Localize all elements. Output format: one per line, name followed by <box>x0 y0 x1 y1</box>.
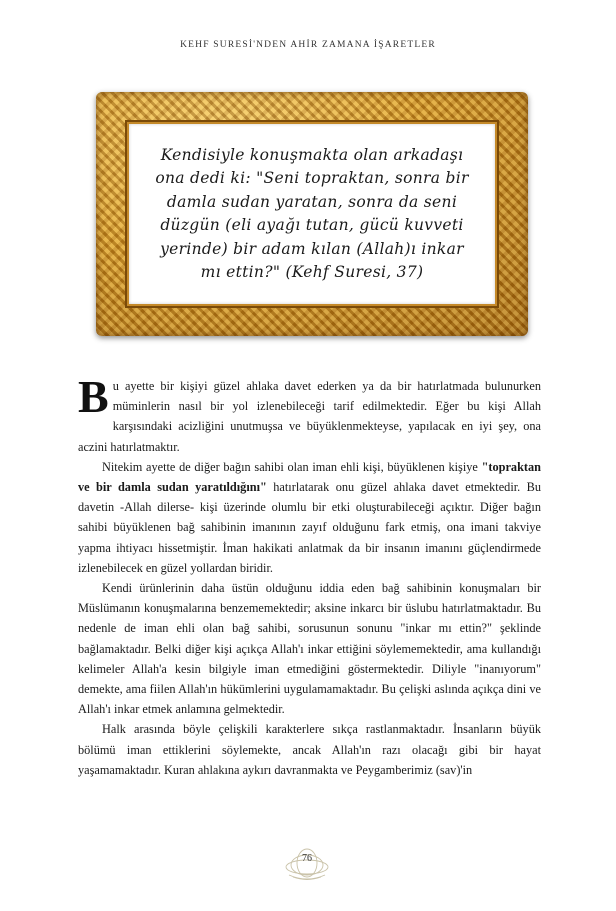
page-number: 76 <box>302 853 312 864</box>
body-text <box>78 371 542 780</box>
running-header: KEHF SURESİ'NDEN AHİR ZAMANA İŞARETLER <box>180 40 436 50</box>
page-number-ornament <box>283 843 331 883</box>
paragraph-text: hatırlatarak onu güzel ahlaka davet etmektedir. Bu davetin -Allah dilerse- kişi üzerinde olumlu bir etki oluşturabileceği açıktır. Diğer bağın sahibi büyüklenen bağ sahibinin imanının zayıf olduğunu fark etmiş, ona imani takviye yapma ihtiyacı hissetmiştir. İman hakikati anlatmak da bir insanın imanını güçlendirmede izlenebilecek en güzel yollardan biridir. <box>78 480 542 575</box>
quote-line: düzgün (eli ayağı tutan, gücü kuvveti <box>160 216 464 234</box>
quote-line: mı ettin?" (Kehf Suresi, 37) <box>200 263 424 281</box>
paragraph: Kendi ürünlerinin daha üstün olduğunu iddia eden bağ sahibinin konuşmaları bir Müslümanın konuşmalarına benzememektedir; aksine inkarcı bir üslubu hatırlatmaktadır. Bu nedenle de iman ehli olan bağ sahibi, sorusunun sonunu "inkar mı ettin?" şeklinde bağlamaktadır. Belki diğer kişi açıkça Allah'ı inkar ettiğini söylememektedir, ama kullandığı kelimeler Allah'a kesin bilgiyle iman etmediğini göstermektedir. Diliyle "inanıyorum" demekte, ama fiilen Allah'ın hükümlerini uygulamamaktadır. Bu çelişki aslında açıkça dini ve Allah'ı inkar etmek anlamına gelmektedir. <box>78 581 541 717</box>
quote-box <box>129 124 495 304</box>
paragraph-text: u ayette bir kişiyi güzel ahlaka davet ederken ya da bir hatırlatmada bulunurken müminlerin nasıl bir yol izlenebileceği tarif edilmektedir. Eğer bu kişi Allah karşısındaki acizliğini unutmuşsa ve büyüklenmekteyse, yapılacak en iyi şey, ona aczini hatırlatmaktır. <box>78 379 541 454</box>
quote-line: ona dedi ki: "Seni topraktan, sonra bir <box>155 169 469 187</box>
verse-quote <box>141 144 482 285</box>
ornate-gold-frame <box>96 92 528 336</box>
drop-cap: B <box>78 371 109 422</box>
quote-line: yerinde) bir adam kılan (Allah)ı inkar <box>160 239 464 258</box>
quote-line: Kendisiyle konuşmakta olan arkadaşı <box>160 145 464 164</box>
paragraph <box>78 457 541 578</box>
quote-line: damla sudan yaratan, sonra da seni <box>166 192 458 211</box>
paragraph: Halk arasında böyle çelişkili karakterlere sıkça rastlanmaktadır. İnsanların büyük bölümü iman ettiklerini söylemekte, ancak Allah'ın razı olacağı gibi bir hayat yaşamamaktadır. Kuran ahlakına aykırı davranmakta ve Peygamberimiz (sav)'in <box>78 722 541 777</box>
paragraph <box>78 371 541 457</box>
bold-quote: "topraktan ve bir damla sudan yaratıldığını" <box>78 459 541 495</box>
paragraph-text: Nitekim ayette de diğer bağın sahibi olan iman ehli kişi, büyüklenen kişiye <box>102 459 482 474</box>
